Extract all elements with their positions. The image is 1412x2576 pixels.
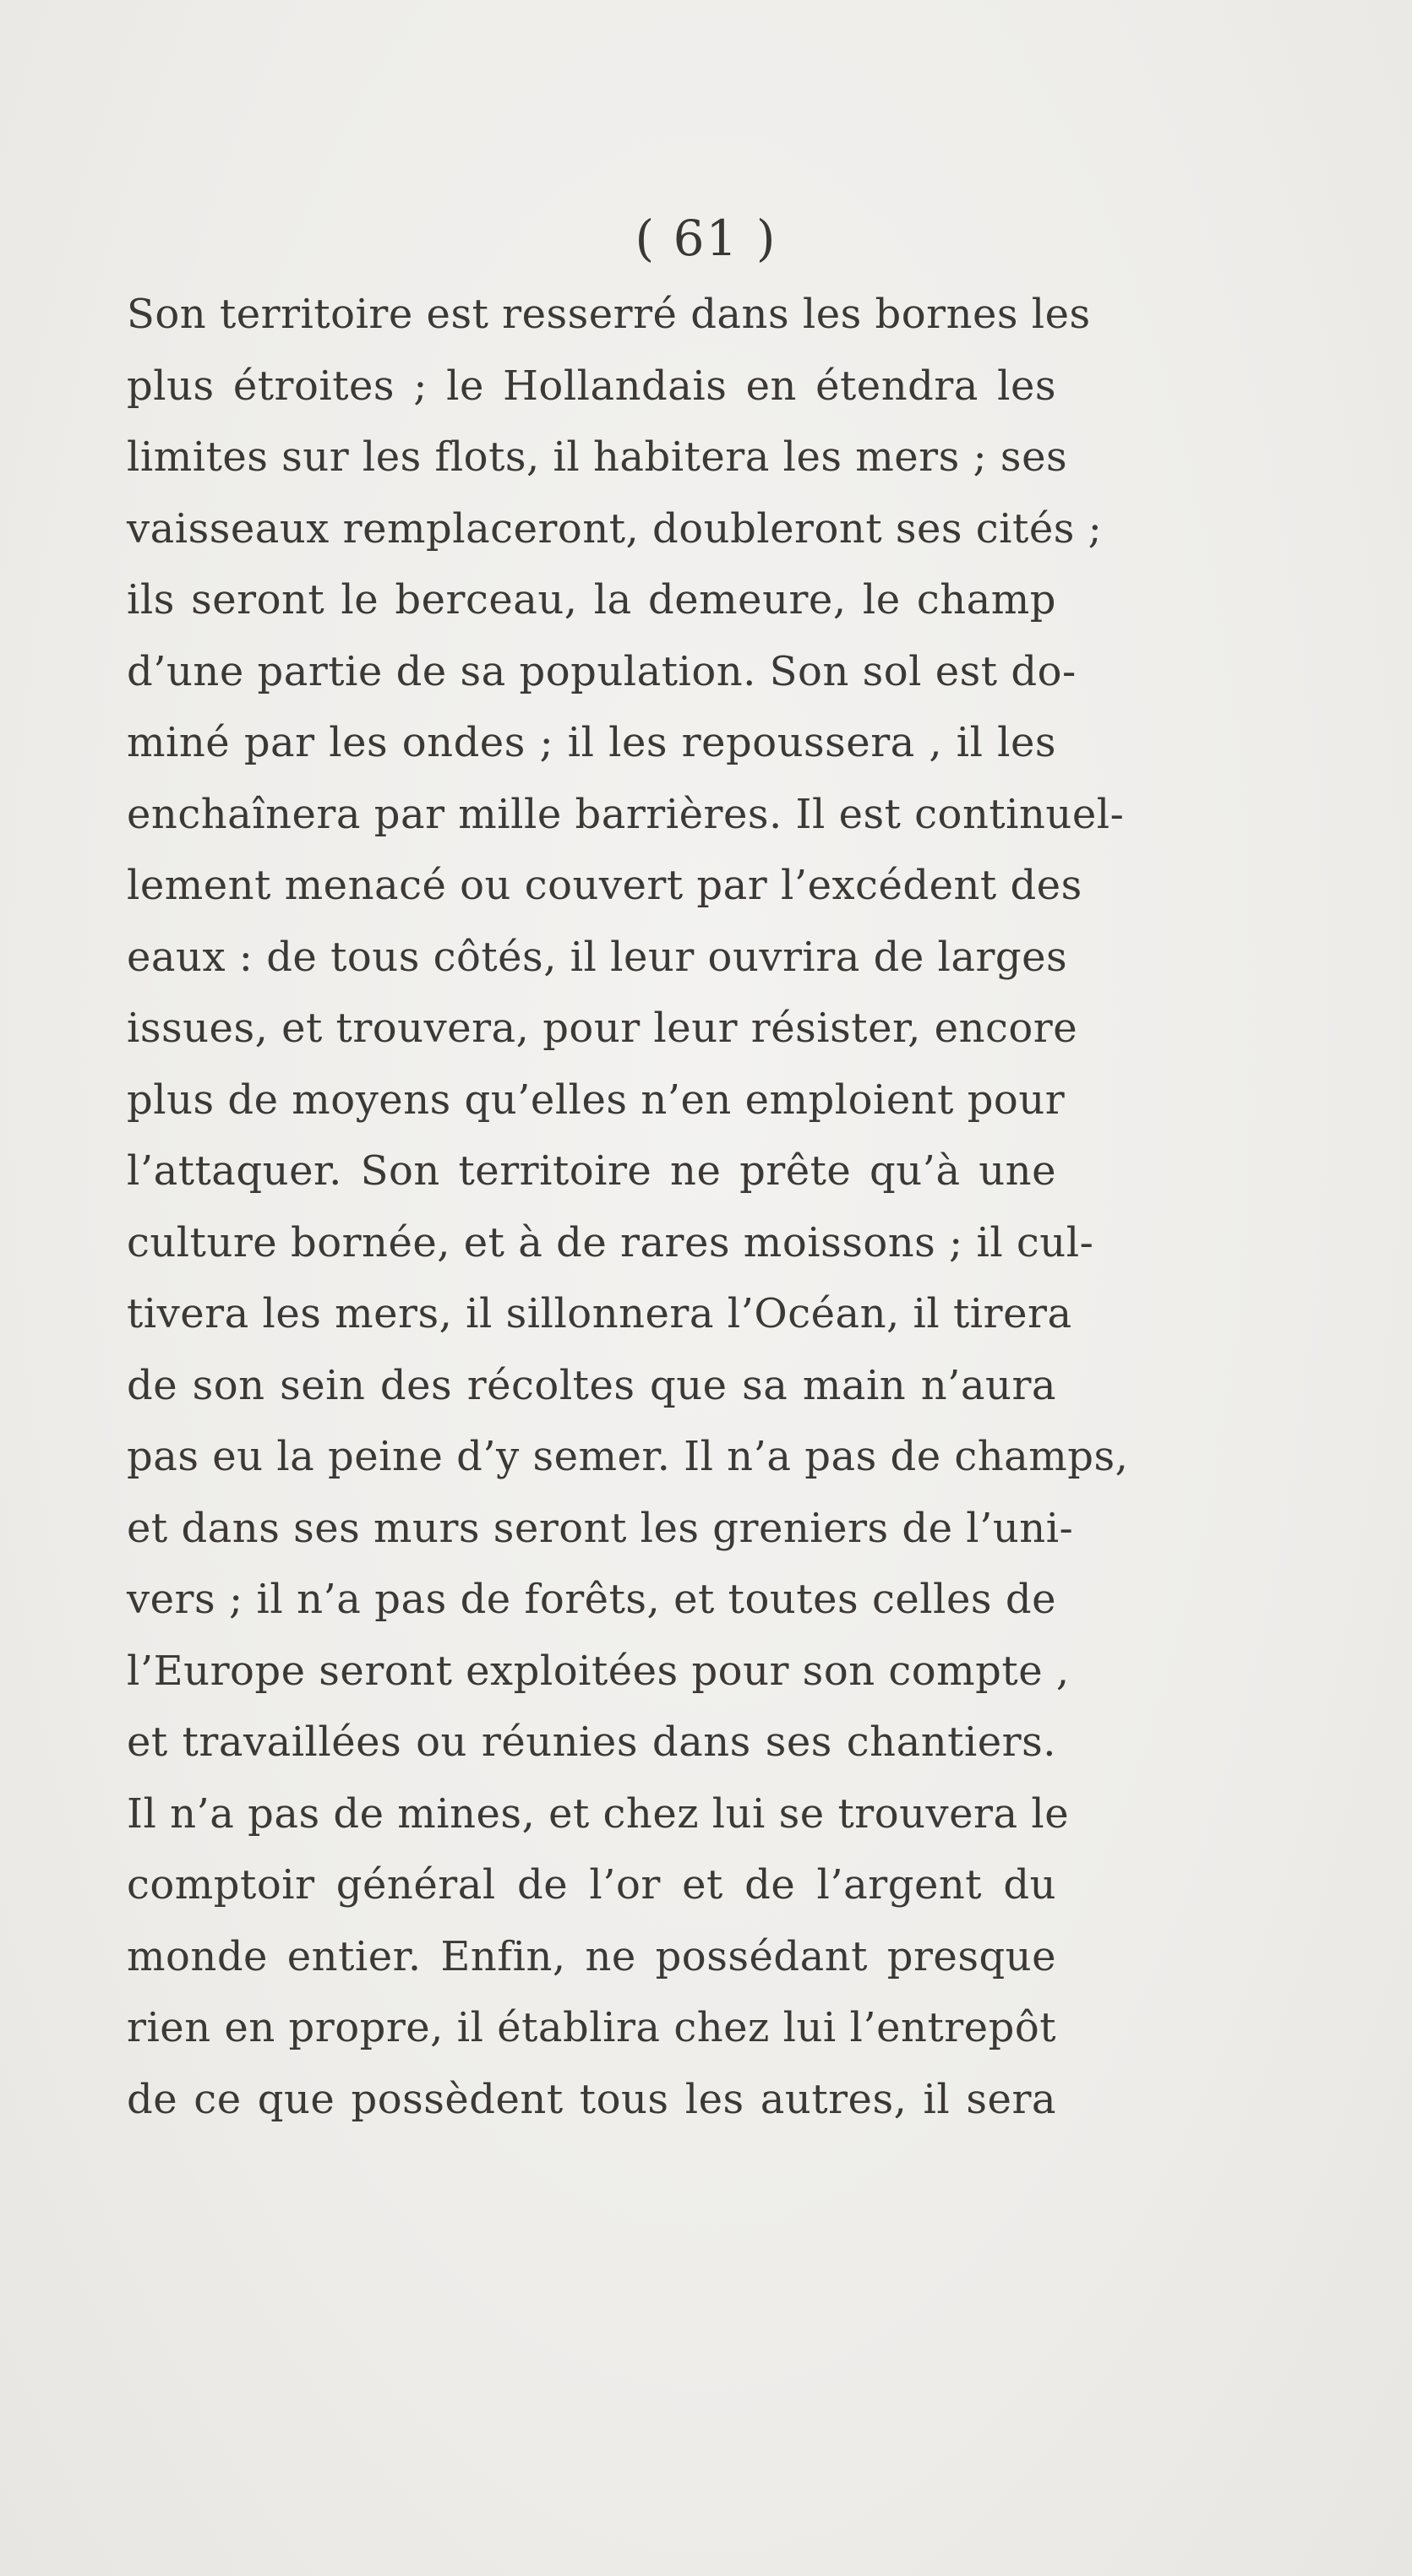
text-line: et dans ses murs seront les greniers de l’uni- xyxy=(127,1504,1074,1552)
text-line: l’attaquer. Son territoire ne prête qu’à une xyxy=(127,1147,1056,1195)
text-line: de ce que possèdent tous les autres, il sera xyxy=(127,2075,1056,2123)
text-line: Son territoire est resserré dans les bornes les xyxy=(127,291,1091,338)
text-line: lement menacé ou couvert par l’excédent des xyxy=(127,862,1082,909)
text-line: ils seront le berceau, la demeure, le champ xyxy=(127,576,1056,624)
text-line: tivera les mers, il sillonnera l’Océan, il tirera xyxy=(127,1290,1072,1337)
text-line: plus de moyens qu’elles n’en emploient pour xyxy=(127,1076,1066,1124)
text-line: limites sur les flots, il habitera les mers ; ses xyxy=(127,433,1068,481)
body-text xyxy=(127,279,1129,2135)
text-line: monde entier. Enfin, ne possédant presque xyxy=(127,1932,1056,1980)
text-line: vaisseaux remplaceront, doubleront ses cités ; xyxy=(127,504,1103,553)
text-line: et travaillées ou réunies dans ses chantiers. xyxy=(127,1718,1056,1766)
text-line: d’une partie de sa population. Son sol est do- xyxy=(127,647,1077,695)
text-line: l’Europe seront exploitées pour son compte , xyxy=(127,1647,1070,1695)
text-line: Il n’a pas de mines, et chez lui se trouvera le xyxy=(127,1789,1070,1838)
text-line: vers ; il n’a pas de forêts, et toutes celles de xyxy=(127,1576,1056,1623)
page-number: ( 61 ) xyxy=(635,210,777,267)
text-line: enchaînera par mille barrières. Il est continuel- xyxy=(127,790,1125,838)
text-line: issues, et trouvera, pour leur résister, encore xyxy=(127,1005,1078,1052)
text-line: de son sein des récoltes que sa main n’aura xyxy=(127,1361,1056,1409)
text-line: eaux : de tous côtés, il leur ouvrira de larges xyxy=(127,933,1068,981)
text-line: rien en propre, il établira chez lui l’entrepôt xyxy=(127,2004,1056,2051)
text-line: culture bornée, et à de rares moissons ; il cul- xyxy=(127,1218,1094,1266)
text-line: pas eu la peine d’y semer. Il n’a pas de champs, xyxy=(127,1433,1129,1480)
text-line: plus étroites ; le Hollandais en étendra les xyxy=(127,362,1056,410)
text-line: comptoir général de l’or et de l’argent du xyxy=(127,1861,1056,1909)
text-line: miné par les ondes ; il les repoussera , il les xyxy=(127,719,1056,766)
